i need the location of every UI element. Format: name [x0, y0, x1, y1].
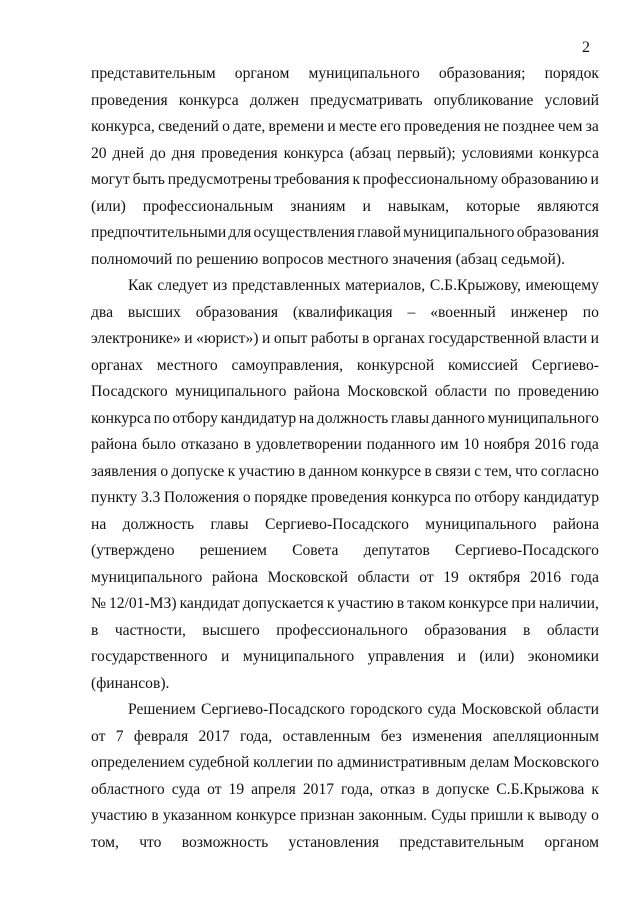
text-line: органах местного самоуправления, конкурсной комиссией Сергиево- [91, 356, 599, 374]
text-line: два высших образования (квалификация – «военный инженер по [91, 303, 599, 321]
text-line: том, что возможность установления представительным органом [91, 833, 599, 851]
text-line: (утверждено решением Совета депутатов Сергиево-Посадского [91, 542, 599, 559]
text-line: электронике» и «юрист») и опыт работы в органах государственной власти и [91, 330, 599, 347]
text-line: Посадского муниципального района Московской области по проведению [91, 383, 599, 400]
text-line: пункту 3.3 Положения о порядке проведения конкурса по отбору кандидатур [91, 489, 599, 506]
text-line: участию в указанном конкурсе признан законным. Суды пришли к выводу о [91, 807, 599, 824]
text-line: (или) профессиональным знаниям и навыкам, которые являются [91, 197, 599, 215]
text-line: района было отказано в удовлетворении поданного им 10 ноября 2016 года [91, 436, 599, 453]
text-line: заявления о допуске к участию в данном конкурсе в связи с тем, что согласно [91, 462, 599, 480]
text-line: Решением Сергиево-Посадского городского суда Московской области [128, 701, 599, 718]
text-line: 20 дней до дня проведения конкурса (абзац первый); условиями конкурса [91, 144, 599, 162]
text-line: могут быть предусмотрены требования к профессиональному образованию и [91, 171, 599, 188]
text-line: полномочий по решению вопросов местного значения (абзац седьмой). [91, 250, 565, 268]
text-line: муниципального района Московской области от 19 октября 2016 года [91, 568, 599, 586]
text-line: государственного и муниципального управления и (или) экономики [91, 648, 599, 665]
text-line: (финансов). [91, 674, 170, 692]
text-line: конкурса, сведений о дате, времени и месте его проведения не позднее чем за [91, 118, 599, 135]
text-line: проведения конкурса должен предусматривать опубликование условий [91, 91, 599, 109]
text-line: в частности, высшего профессионального образования в области [91, 621, 599, 639]
text-line: Как следует из представленных материалов, С.Б.Крыжову, имеющему [128, 277, 599, 294]
document-body [91, 61, 599, 856]
text-line: областного суда от 19 апреля 2017 года, отказ в допуске С.Б.Крыжова к [91, 780, 599, 798]
text-line: на должность главы Сергиево-Посадского муниципального района [91, 515, 599, 533]
text-line: конкурса по отбору кандидатур на должность главы данного муниципального [91, 409, 599, 427]
text-line: представительным органом муниципального образования; порядок [91, 65, 599, 82]
page-number: 2 [582, 39, 590, 56]
text-line: от 7 февраля 2017 года, оставленным без изменения апелляционным [91, 727, 599, 745]
text-line: определением судебной коллегии по административным делам Московского [91, 754, 599, 771]
text-line: № 12/01-МЗ) кандидат допускается к участию в таком конкурсе при наличии, [91, 595, 599, 612]
text-line: предпочтительными для осуществления главой муниципального образования [91, 224, 599, 241]
